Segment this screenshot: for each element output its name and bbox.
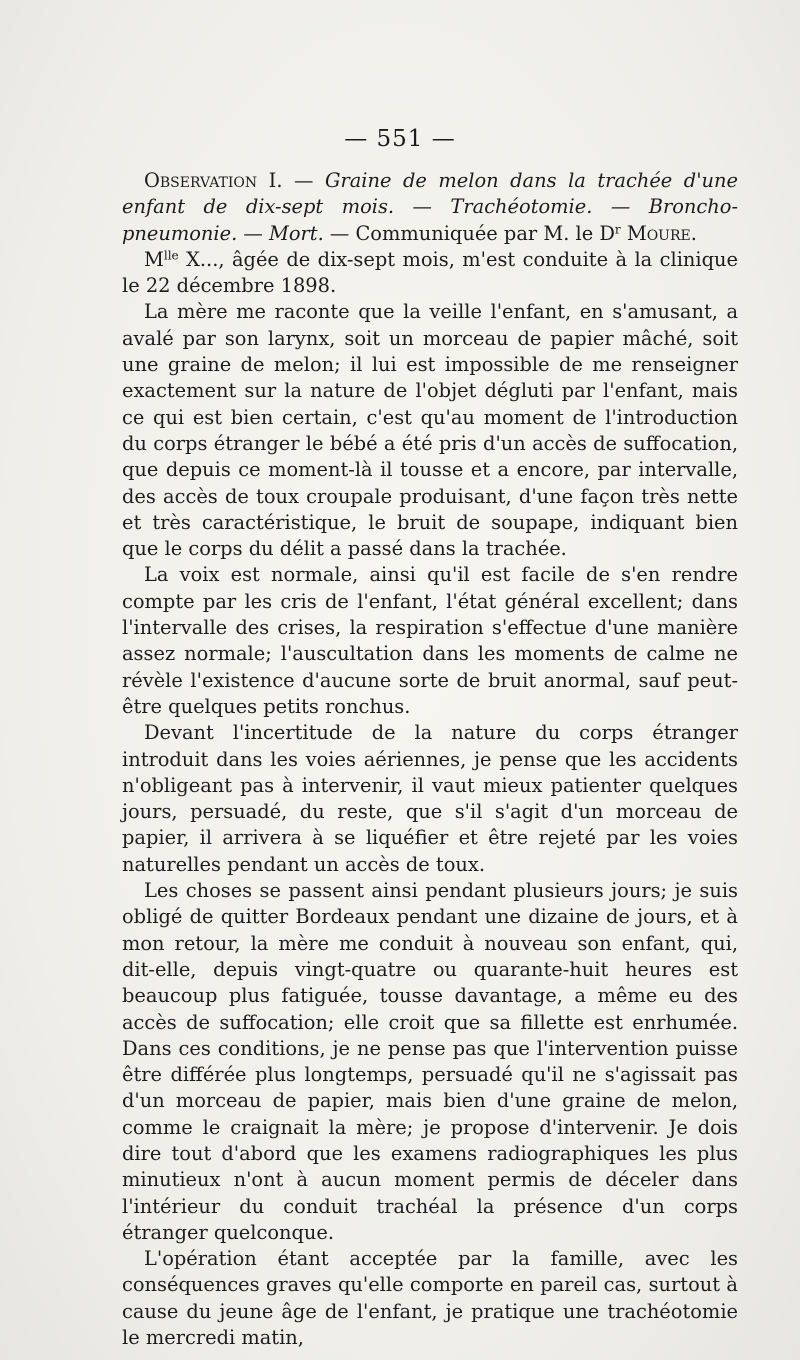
observation-heading <box>122 168 738 247</box>
paragraph-1: La mère me raconte que la veille l'enfant, en s'amusant, a avalé par son larynx, soit un morceau de papier mâché, soit une graine de melon; il lui est impossible de me renseigner exactement sur la nature de l'objet dégluti par l'enfant, mais ce qui est bien certain, c'est qu'au moment de l'introduction du corps étranger le bébé a été pris d'un accès de suffocation, que depuis ce moment-là il tousse et a encore, par intervalle, des accès de toux croupale produisant, d'une façon très nette et très caractéristique, le bruit de soupape, indiquant bien que le corps du délit a passé dans la trachée. <box>122 300 738 561</box>
paragraph-2: La voix est normale, ainsi qu'il est facile de s'en rendre compte par les cris de l'enfant, l'état général excellent; dans l'intervalle des crises, la respiration s'effectue d'une manière assez normale; l'auscultation dans les moments de calme ne révèle l'existence d'aucune sorte de bruit anormal, sauf peut-être quelques petits ronchus. <box>122 563 738 718</box>
heading-end: . <box>690 221 697 245</box>
patient-paragraph <box>122 247 738 300</box>
body-text <box>122 168 738 1351</box>
patient-title: M <box>144 247 164 271</box>
observation-label: Observation I. <box>144 169 283 192</box>
heading-dash: — <box>282 169 325 192</box>
patient-text: X..., âgée de dix-sept mois, m'est conduite à la clinique le 22 décembre 1898. <box>122 247 738 298</box>
patient-title-sup: lle <box>163 248 179 263</box>
paragraph-3: Devant l'incertitude de la nature du corps étranger introduit dans les voies aériennes, je pense que les accidents n'obligeant pas à intervenir, il vaut mieux patienter quelques jours, persuadé, du reste, que s'il s'agit d'un morceau de papier, il arrivera à se liquéfier et être rejeté par les voies naturelles pendant un accès de toux. <box>122 721 738 876</box>
page-number: — 551 — <box>344 126 456 152</box>
heading-dash-2: — <box>323 221 356 245</box>
paragraph-4: Les choses se passent ainsi pendant plusieurs jours; je suis obligé de quitter Bordeaux pendant une dizaine de jours, et à mon retour, la mère me conduit à nouveau son enfant, qui, dit-elle, depuis vingt-quatre ou quarante-huit heures est beaucoup plus fatiguée, tousse davantage, a même eu des accès de suffocation; elle croit que sa fillette est enrhumée. Dans ces conditions, je ne pense pas que l'intervention puisse être différée plus longtemps, persuadé qu'il ne s'agissait pas d'un morceau de papier, mais bien d'une graine de melon, comme le craignait la mère; je propose d'intervenir. Je dois dire tout d'abord que les examens radiographiques les plus minutieux n'ont à aucun moment permis de déceler dans l'intérieur du conduit trachéal la présence d'un corps étranger quelconque. <box>122 879 738 1244</box>
paragraph-5: L'opération étant acceptée par la famille, avec les conséquences graves qu'elle comporte en pareil cas, surtout à cause du jeune âge de l'enfant, je pratique une trachéotomie le mercredi matin, <box>122 1247 738 1350</box>
dr-superscript: r <box>614 221 621 236</box>
communicated-text: Communiquée par M. le D <box>355 221 615 245</box>
author-name: Moure <box>620 221 691 245</box>
observation-title: Graine de melon dans la trachée d'une enfant de dix-sept mois. — Trachéotomie. — Broncho-pneumonie. — Mort. <box>122 169 739 245</box>
